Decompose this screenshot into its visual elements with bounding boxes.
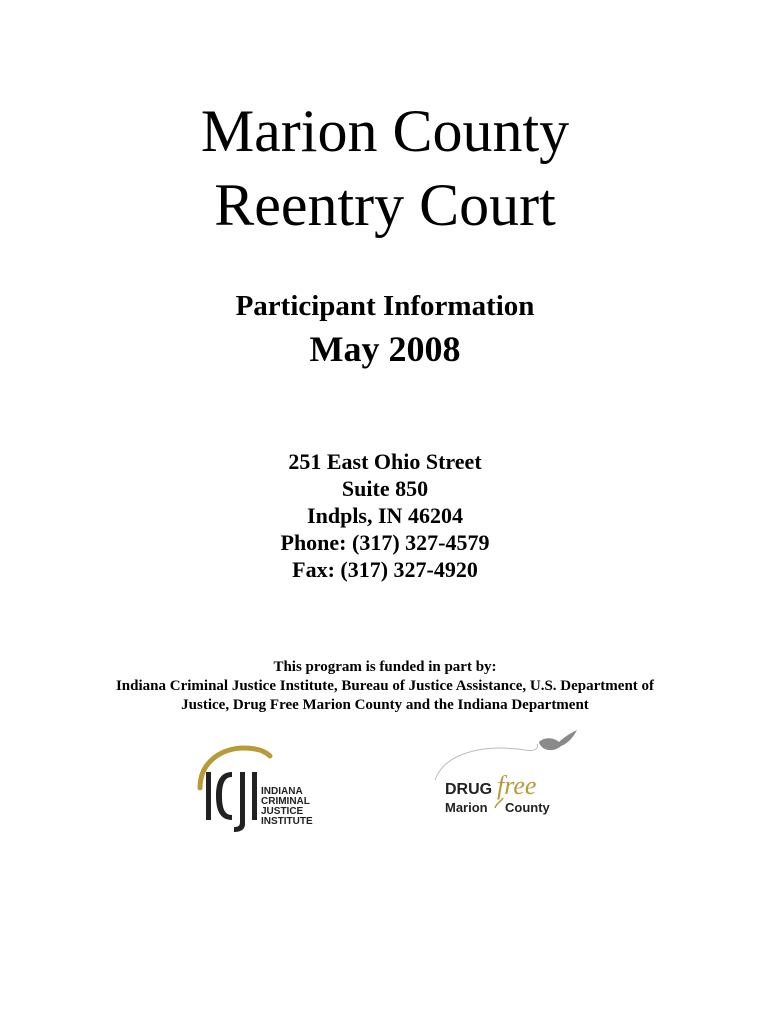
icji-logo	[192, 742, 322, 837]
address-block	[0, 448, 770, 583]
icji-word-4: INSTITUTE	[261, 816, 313, 827]
county-wordmark: County	[505, 800, 550, 815]
drug-wordmark: DRUG	[445, 781, 493, 798]
address-suite: Suite 850	[341, 476, 429, 501]
icji-word-1: INDIANA	[261, 786, 303, 797]
free-wordmark: free	[497, 771, 537, 800]
icji-wordmark	[261, 786, 313, 827]
icji-word-3: JUSTICE	[261, 806, 304, 817]
marion-wordmark: Marion	[445, 800, 488, 815]
funding-line-2: Justice, Drug Free Marion County and the Indiana Department	[181, 697, 589, 713]
funding-line-1: Indiana Criminal Justice Institute, Bureau of Justice Assistance, U.S. Department of	[115, 678, 655, 694]
funding-statement	[0, 658, 770, 715]
document-title	[0, 94, 770, 242]
address-city: Indpls, IN 46204	[307, 503, 463, 528]
funding-intro: This program is funded in part by:	[273, 659, 497, 675]
address-phone: Phone: (317) 327-4579	[280, 530, 490, 555]
date: May 2008	[309, 329, 461, 369]
title-line-1: Marion County	[200, 98, 570, 164]
icji-monogram	[206, 772, 257, 832]
title-line-2: Reentry Court	[214, 172, 556, 238]
dove-icon	[539, 730, 577, 750]
address-fax: Fax: (317) 327-4920	[292, 557, 478, 582]
drug-free-marion-county-logo	[425, 722, 585, 822]
icji-word-2: CRIMINAL	[261, 796, 310, 807]
address-street: 251 East Ohio Street	[288, 449, 482, 474]
subtitle: Participant Information	[235, 290, 535, 322]
